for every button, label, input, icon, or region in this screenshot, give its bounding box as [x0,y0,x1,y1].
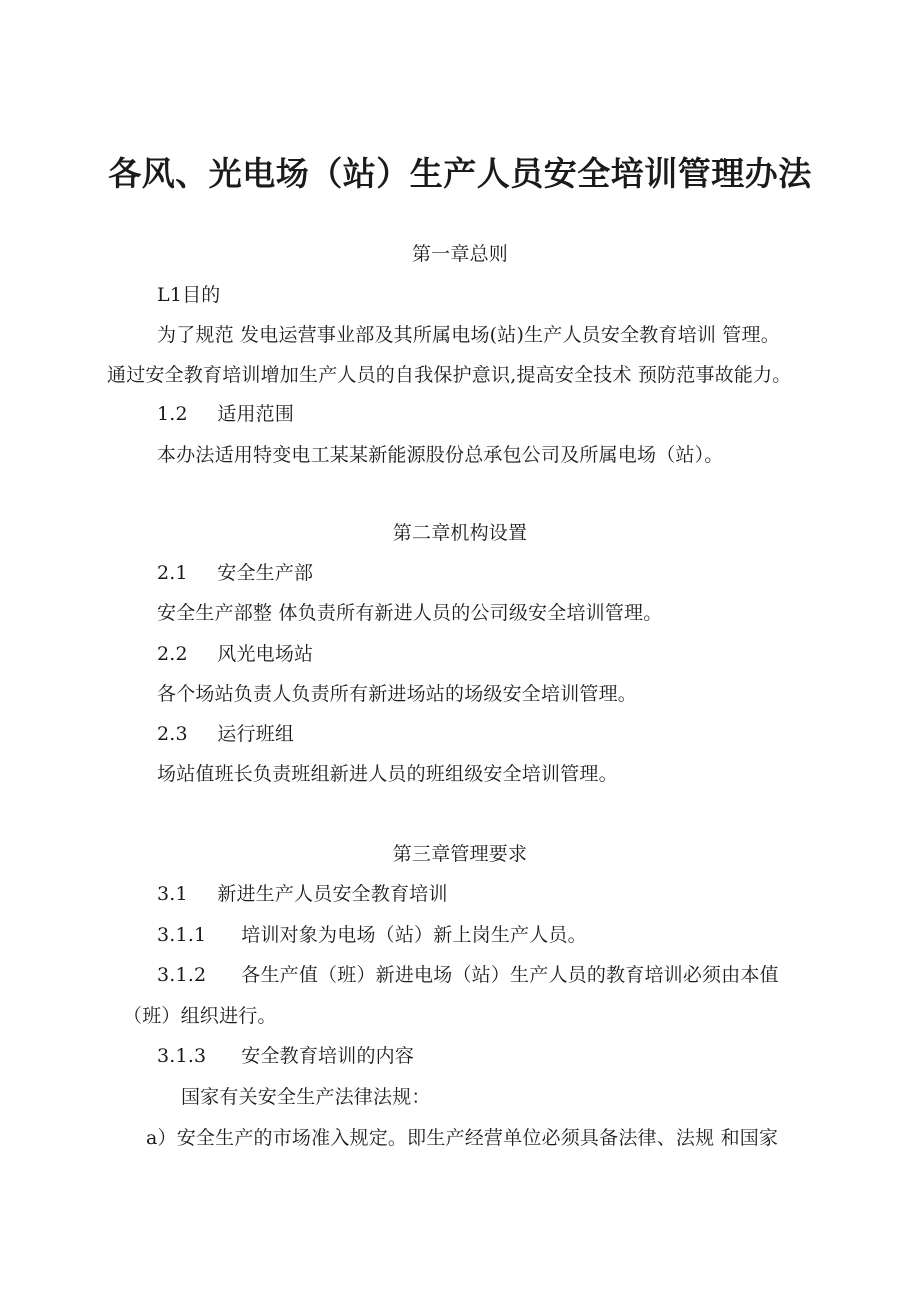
section-2-2-paragraph: 各个场站负责人负责所有新进场站的场级安全培训管理。 [157,683,638,705]
section-2-3-paragraph: 场站值班长负责班组新进人员的班组级安全培训管理。 [157,763,618,785]
list-item-a: a）安全生产的市场准入规定。即生产经营单位必须具备法律、法规 和国家 [146,1127,779,1149]
section-number: 3.1.1 [157,924,207,946]
section-3-1-3 [157,1044,414,1068]
section-3-1-1 [157,923,587,947]
law-intro-text: 国家有关安全生产法律法规： [181,1086,431,1108]
section-1-1-paragraph-line-2: 通过安全教育培训增加生产人员的自我保护意识,提高安全技术 预防范事故能力。 [107,364,792,386]
section-text: 培训对象为电场（站）新上岗生产人员。 [241,924,587,946]
section-number: 3.1.2 [157,964,207,986]
section-number: 2.1 [157,562,188,584]
chapter-1-heading: 第一章总则 [411,243,508,265]
section-2-3-heading [157,722,294,746]
section-2-1-paragraph: 安全生产部整 体负责所有新进人员的公司级安全培训管理。 [157,602,663,624]
section-1-1-heading: L1目的 [157,284,221,306]
section-1-1-paragraph-line-1: 为了规范 发电运营事业部及其所属电场(站)生产人员安全教育培训 管理。 [157,324,780,346]
section-1-2-heading [157,402,294,426]
section-3-1-heading [157,882,448,906]
section-text: 安全教育培训的内容 [241,1045,415,1067]
section-label: 适用范围 [217,403,295,425]
section-2-1-heading [157,561,313,585]
section-2-2-heading [157,642,313,666]
section-label: 新进生产人员安全教育培训 [217,883,448,905]
chapter-3-heading: 第三章管理要求 [392,843,528,865]
section-number: 3.1 [157,883,188,905]
section-number: 1.2 [157,403,188,425]
section-label: 运行班组 [217,723,295,745]
chapter-2-heading: 第二章机构设置 [392,522,528,544]
section-number: 2.3 [157,723,188,745]
section-1-2-paragraph: 本办法适用特变电工某某新能源股份总承包公司及所属电场（站）。 [157,444,724,466]
section-text: 各生产值（班）新进电场（站）生产人员的教育培训必须由本值 [241,964,779,986]
section-number: 2.2 [157,643,188,665]
section-3-1-2-line-2: （班）组织进行。 [123,1005,277,1027]
section-label: 风光电场站 [217,643,314,665]
document-title: 各风、光电场（站）生产人员安全培训管理办法 [108,154,812,193]
section-3-1-2-line-1 [157,963,779,987]
section-label: 安全生产部 [217,562,314,584]
section-number: 3.1.3 [157,1045,207,1067]
